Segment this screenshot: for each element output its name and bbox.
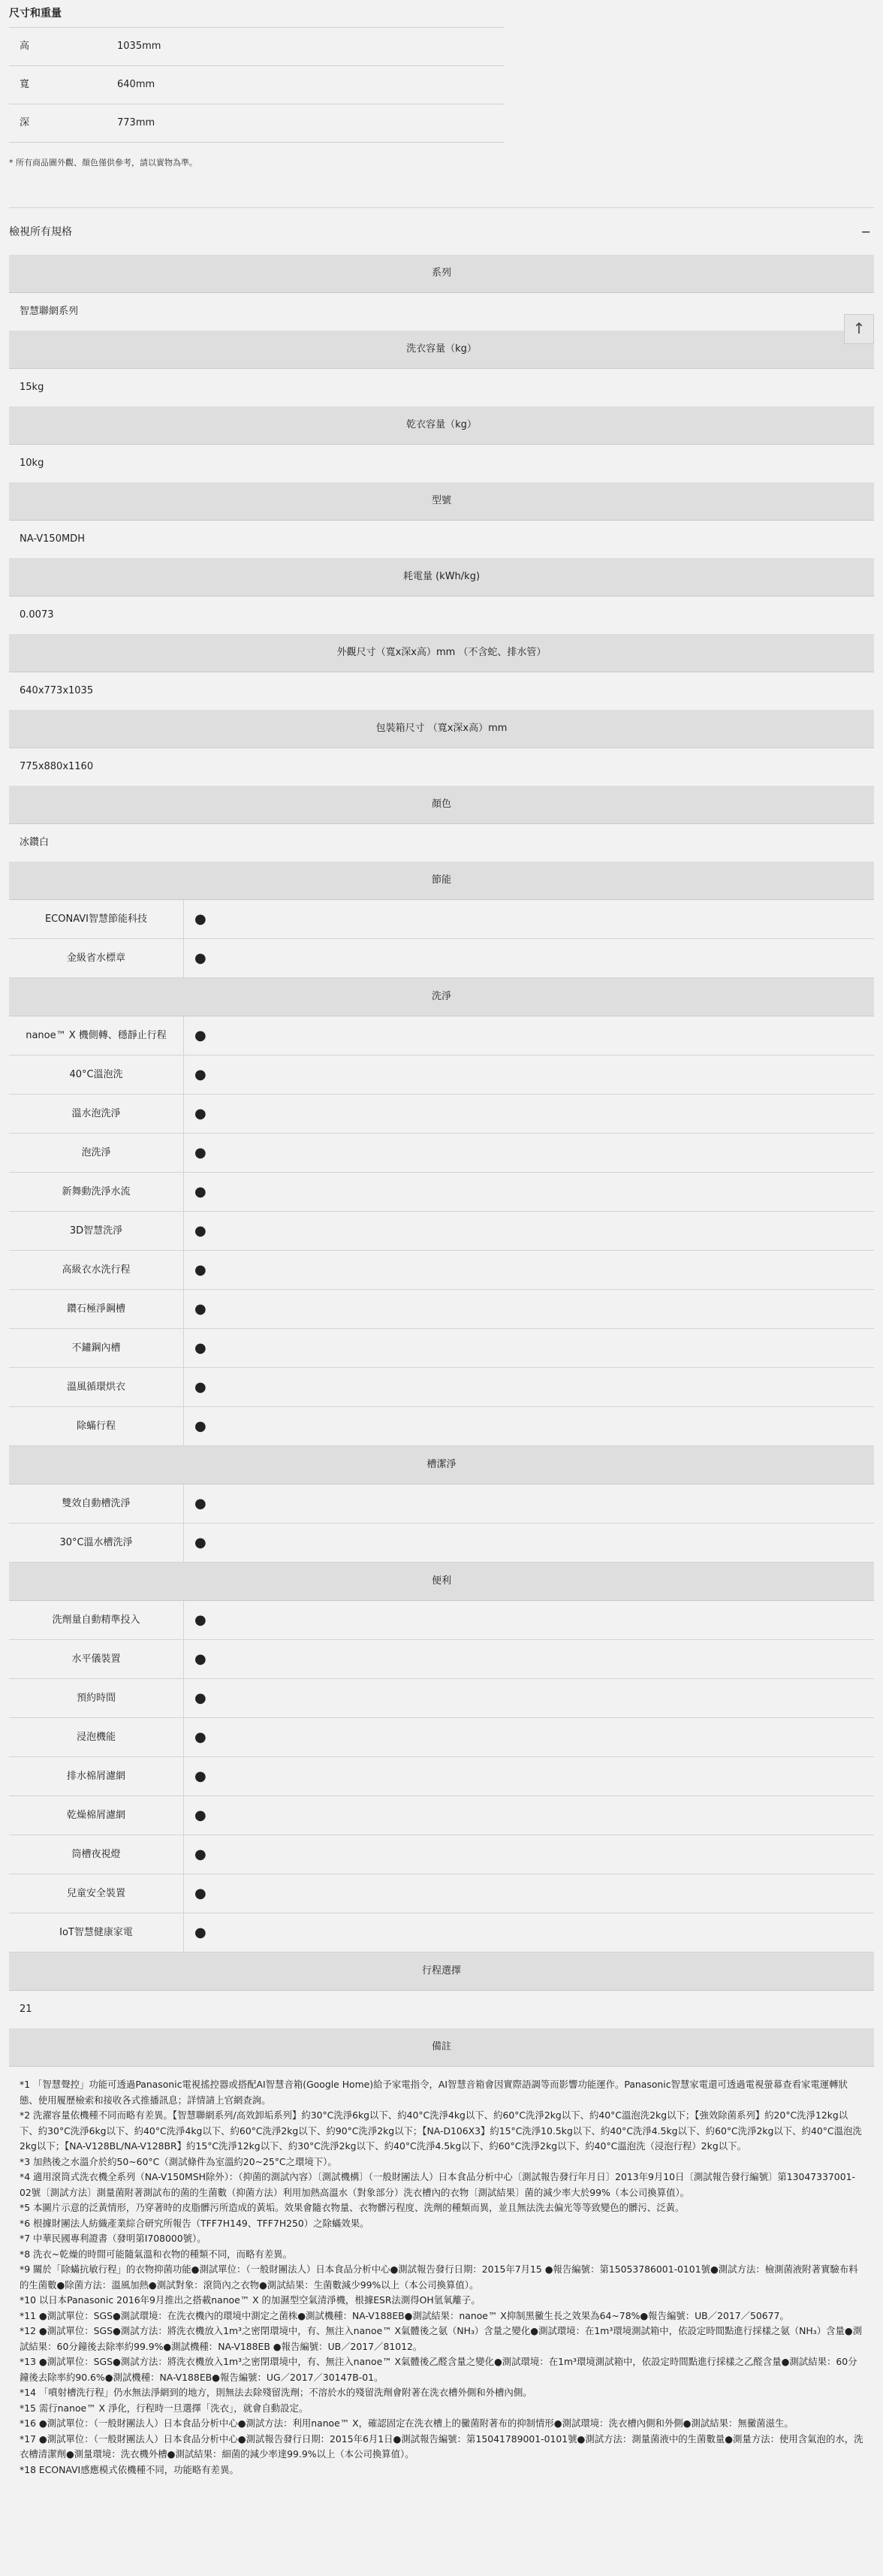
feature-row — [9, 1407, 874, 1446]
feature-check-icon: ● — [194, 1729, 206, 1745]
dimension-label: 寬 — [20, 79, 30, 90]
section-title: 備註 — [9, 2028, 874, 2067]
note-line: *1 「智慧聲控」功能可透過Panasonic電視搖控器或搭配AI智慧音箱(Google Home)給予家電指令，AI智慧音箱會因實際語調等而影響功能運作。Panasonic智慧家電還可透過電視螢幕查看家電運轉狀態、使用履歷檢索和接收各式推播訊息；詳情請上官網查詢。 — [20, 2079, 848, 2106]
notes-list — [9, 2067, 874, 2478]
dimension-row-width — [9, 66, 505, 104]
note-line: *4 適用滾筒式洗衣機全系列（NA-V150MSH除外）：（抑菌的測試內容）〔測試機構〕（一般財團法人）日本食品分析中心〔測試報告發行年月日〕2013年9月10日〔測試報告發行編號〕第13047337001-02號〔測試方法〕測量菌附著測試布的菌的生菌數（抑菌方法）利用加熱高溫水（對象部分）洗衣槽內的衣物〔測試結果〕菌的減少率大於99%（本公司換算值）。 — [20, 2171, 855, 2198]
feature-check-icon: ● — [194, 1768, 206, 1784]
section-title: 槽潔淨 — [9, 1446, 874, 1484]
section-title: 節能 — [9, 862, 874, 900]
feature-row — [9, 1095, 874, 1134]
feature-check-icon: ● — [194, 1184, 206, 1200]
dimension-value: 1035mm — [117, 41, 161, 52]
feature-row — [9, 1212, 874, 1251]
feature-row — [9, 1796, 874, 1835]
feature-row — [9, 1134, 874, 1173]
section-value: NA-V150MDH — [20, 533, 85, 545]
feature-check-icon: ● — [194, 1807, 206, 1823]
feature-label: 雙效自動槽洗淨 — [9, 1484, 184, 1523]
note-line: *13 ●測試單位：SGS●測試方法：將洗衣機放入1m³之密閉環境中，有、無注入nanoe™ X氣體後乙醛含量之變化●測試環境：在1m³環境測試箱中，依設定時間點進行採樣之乙醛含量●測試結果：60分鐘後去除率約90.6%●測試機種：NA-V188EB●報告編號：UG／2017／30147B-01。 — [20, 2356, 857, 2383]
note-line: *12 ●測試單位：SGS●測試方法：將洗衣機放入1m³之密閉環境中，有、無注入nanoe™ X氣體後之氨（NH₃）含量之變化●測試環境：在1m³環境測試箱中，依設定時間點進行採樣之氨（NH₃）含量●測試結果：60分鐘後去除率約99.9%●測試機種：NA-V188EB ●報告編號：UB／2017／81012。 — [20, 2325, 863, 2352]
feature-check-icon: ● — [194, 1028, 206, 1043]
feature-check-icon: ● — [194, 1262, 206, 1278]
note-line: *17 ●測試單位：（一般財團法人）日本食品分析中心●測試報告發行日期：2015年6月1日●測試報告編號：第15041789001-0101號●測試方法：測量菌液中的生菌數量●測量方法：使用含氣泡的水，洗衣槽清潔劑●測量環境：洗衣機外槽●測試結果：細菌的減少率達99.9%以上（本公司換算值）。 — [20, 2433, 863, 2460]
feature-check-icon: ● — [194, 1886, 206, 1901]
feature-label: 浸泡機能 — [9, 1718, 184, 1756]
feature-row — [9, 1757, 874, 1796]
feature-check-icon: ● — [194, 1847, 206, 1862]
dimensions-table — [9, 27, 505, 143]
feature-row — [9, 1055, 874, 1095]
feature-section — [9, 1446, 874, 1563]
section-value: 21 — [20, 2004, 32, 2015]
feature-label: 3D智慧洗淨 — [9, 1212, 184, 1250]
feature-check-icon: ● — [194, 1418, 206, 1434]
spec-section — [9, 710, 874, 786]
feature-check-icon: ● — [194, 1379, 206, 1395]
section-value: 775x880x1160 — [20, 761, 94, 772]
spec-simple-sections — [9, 255, 874, 862]
section-title: 洗淨 — [9, 978, 874, 1016]
feature-label: 金級省水標章 — [9, 939, 184, 977]
spec-section — [9, 255, 874, 331]
feature-check-icon: ● — [194, 1651, 206, 1667]
dimension-value: 773mm — [117, 117, 155, 128]
feature-row — [9, 1368, 874, 1407]
feature-label: 除蟎行程 — [9, 1407, 184, 1445]
section-title: 耗電量 (kWh/kg) — [9, 558, 874, 596]
feature-row — [9, 939, 874, 978]
section-title: 洗衣容量（kg） — [9, 331, 874, 369]
feature-row — [9, 900, 874, 939]
feature-check-icon: ● — [194, 1340, 206, 1356]
dimensions-note: * 所有商品圖外觀、顏色僅供參考，請以實物為準。 — [9, 158, 197, 168]
feature-check-icon: ● — [194, 1612, 206, 1628]
program-section — [9, 1952, 874, 2028]
feature-label: 排水棉屑濾網 — [9, 1757, 184, 1795]
note-line: *6 根據財團法人紡織產業綜合研究所報告（TFF7H149、TFF7H250）之除蟎效果。 — [20, 2217, 369, 2229]
section-value: 15kg — [20, 382, 44, 393]
note-line: *2 洗濯容量依機種不同而略有差異。【智慧聯網系列/高效卸垢系列】約30°C洗淨6kg以下、約40°C洗淨4kg以下、約60°C洗淨2kg以下、約40°C溫泡洗2kg以下；【強效除菌系列】約20°C洗淨12kg以下、約30°C洗淨6kg以下、約40°C洗淨4kg以下、約60°C洗淨2kg以下、約90°C洗淨2kg以下；【NA-D106X3】約15°C洗淨10.5kg以下、約40°C洗淨4.5kg以下、約60°C洗淨2kg以下、約40°C溫泡洗2kg以下；【NA-V128BL/NA-V128BR】約15°C洗淨12kg以下、約30°C洗淨2kg以下、約40°C洗淨4.5kg以下、約60°C洗淨2kg以下、約40°C溫泡洗（浸泡行程）2kg以下。 — [20, 2109, 862, 2152]
note-line: *8 洗衣~乾燥的時間可能隨氣溫和衣物的種類不同，而略有差異。 — [20, 2248, 292, 2260]
note-line: *10 以日本Panasonic 2016年9月推出之搭載nanoe™ X 的加濕型空氣清淨機，根據ESR法測得OH氫氧離子。 — [20, 2294, 481, 2306]
feature-label: 30°C溫水槽洗淨 — [9, 1524, 184, 1562]
feature-label: IoT智慧健康家電 — [9, 1913, 184, 1952]
feature-row — [9, 1329, 874, 1368]
page-content — [9, 0, 874, 2478]
scroll-to-top-button[interactable]: ↑ — [844, 314, 874, 344]
spec-section — [9, 786, 874, 862]
feature-check-icon: ● — [194, 1690, 206, 1706]
note-line: *15 需行nanoe™ X 淨化，行程時一旦選擇「洗衣」，就會自動設定。 — [20, 2402, 309, 2414]
section-value: 640x773x1035 — [20, 685, 94, 696]
feature-row — [9, 1601, 874, 1640]
section-value: 智慧聯網系列 — [20, 306, 79, 317]
feature-row — [9, 1251, 874, 1290]
feature-check-icon: ● — [194, 1496, 206, 1511]
feature-row — [9, 1290, 874, 1329]
note-line: *18 ECONAVI感應模式依機種不同，功能略有差異。 — [20, 2463, 239, 2475]
feature-row — [9, 1718, 874, 1757]
spec-section — [9, 482, 874, 558]
feature-check-icon: ● — [194, 911, 206, 927]
feature-label: 高級衣水洗行程 — [9, 1251, 184, 1289]
feature-label: 水平儀裝置 — [9, 1640, 184, 1678]
feature-label: 新舞動洗淨水流 — [9, 1173, 184, 1211]
feature-check-icon: ● — [194, 1067, 206, 1083]
spec-section — [9, 558, 874, 634]
feature-label: 預約時間 — [9, 1679, 184, 1717]
dimension-row-depth — [9, 104, 505, 143]
dimension-row-height — [9, 28, 505, 66]
note-line: *3 加熱後之水溫介於約50~60°C（測試條件為室溫約20~25°C之環境下）。 — [20, 2155, 337, 2167]
feature-label: 兒童安全裝置 — [9, 1874, 184, 1913]
feature-section — [9, 1563, 874, 1952]
feature-label: 不鏽鋼內槽 — [9, 1329, 184, 1367]
feature-label: 泡洗淨 — [9, 1134, 184, 1172]
feature-row — [9, 1484, 874, 1524]
feature-check-icon: ● — [194, 1223, 206, 1239]
feature-row — [9, 1016, 874, 1055]
dimension-label: 高 — [20, 41, 30, 52]
section-value: 冰鑽白 — [20, 837, 50, 848]
note-line: *11 ●測試單位：SGS●測試環境：在洗衣機內的環境中測定之菌株●測試機種：NA-V188EB●測試結果：nanoe™ X抑制黑黴生長之效果為64~78%●報告編號：UB／2017／50677。 — [20, 2309, 789, 2321]
feature-row — [9, 1913, 874, 1952]
feature-row — [9, 1679, 874, 1718]
feature-row — [9, 1173, 874, 1212]
feature-label: 洗劑量自動精準投入 — [9, 1601, 184, 1639]
feature-check-icon: ● — [194, 1925, 206, 1940]
feature-label: 乾燥棉屑濾網 — [9, 1796, 184, 1835]
dimensions-title: 尺寸和重量 — [9, 8, 62, 20]
spec-section — [9, 331, 874, 406]
feature-check-icon: ● — [194, 1301, 206, 1317]
feature-row — [9, 1835, 874, 1874]
feature-label: nanoe™ X 機側轉、穩靜止行程 — [9, 1016, 184, 1055]
dimension-label: 深 — [20, 117, 30, 128]
feature-check-icon: ● — [194, 1106, 206, 1122]
section-value: 0.0073 — [20, 609, 54, 621]
dimension-value: 640mm — [117, 79, 155, 90]
spec-section — [9, 634, 874, 710]
section-title: 外觀尺寸（寬x深x高）mm （不含蛇、排水管） — [9, 634, 874, 672]
note-line: *9 關於「除蟎抗敏行程」的衣物抑菌功能●測試單位：（一般財團法人）日本食品分析中心●測試報告發行日期：2015年7月15 ●報告編號：第15053786001-0101號●測試方法：檢測菌液附著實驗布料的生菌數●除菌方法：溫風加熱●測試對象：滾筒內之衣物●測試結果：生菌數減少99%以上（本公司換算值）。 — [20, 2263, 858, 2291]
section-title: 乾衣容量（kg） — [9, 406, 874, 445]
note-line: *14 「噴射槽洗行程」仍水無法淨網到的地方，則無法去除殘留洗劑；不溶於水的殘留洗劑會附著在洗衣槽外側和外槽內側。 — [20, 2387, 532, 2398]
section-title: 便利 — [9, 1563, 874, 1601]
spec-header[interactable] — [9, 208, 874, 255]
feature-row — [9, 1640, 874, 1679]
spec-section — [9, 406, 874, 482]
feature-label: 筒槽夜視燈 — [9, 1835, 184, 1874]
note-line: *7 中華民國專利證書（發明第I708000號）。 — [20, 2233, 206, 2244]
feature-label: 40°C溫泡洗 — [9, 1055, 184, 1094]
feature-row — [9, 1874, 874, 1913]
section-title: 顏色 — [9, 786, 874, 824]
section-title: 行程選擇 — [9, 1952, 874, 1991]
feature-label: 溫風循環烘衣 — [9, 1368, 184, 1406]
feature-label: ECONAVI智慧節能科技 — [9, 900, 184, 938]
section-title: 型號 — [9, 482, 874, 521]
feature-section — [9, 978, 874, 1446]
note-line: *16 ●測試單位：（一般財團法人）日本食品分析中心●測試方法：利用nanoe™ X，確認固定在洗衣槽上的黴菌附著布的抑制情形●測試環境：洗衣槽內側和外側●測試結果：無黴菌滋生。 — [20, 2417, 794, 2429]
spec-feature-sections — [9, 862, 874, 1952]
section-value: 10kg — [20, 458, 44, 469]
section-title: 系列 — [9, 255, 874, 293]
spec-header-title: 檢視所有規格 — [9, 226, 72, 238]
section-title: 包裝箱尺寸 （寬x深x高）mm — [9, 710, 874, 748]
feature-check-icon: ● — [194, 1535, 206, 1551]
notes-section — [9, 2028, 874, 2478]
feature-section — [9, 862, 874, 978]
feature-label: 溫水泡洗淨 — [9, 1095, 184, 1133]
feature-label: 鑽石極淨鋼槽 — [9, 1290, 184, 1328]
feature-check-icon: ● — [194, 950, 206, 966]
collapse-icon[interactable]: − — [860, 224, 871, 239]
feature-row — [9, 1524, 874, 1563]
feature-check-icon: ● — [194, 1145, 206, 1161]
note-line: *5 本圖片示意的泛黃情形，乃穿著時的皮脂髒污所造成的黃垢。效果會隨衣物量、衣物髒污程度、洗劑的種類而異，並且無法洗去偏光等等致變色的髒污、泛黃。 — [20, 2202, 685, 2213]
